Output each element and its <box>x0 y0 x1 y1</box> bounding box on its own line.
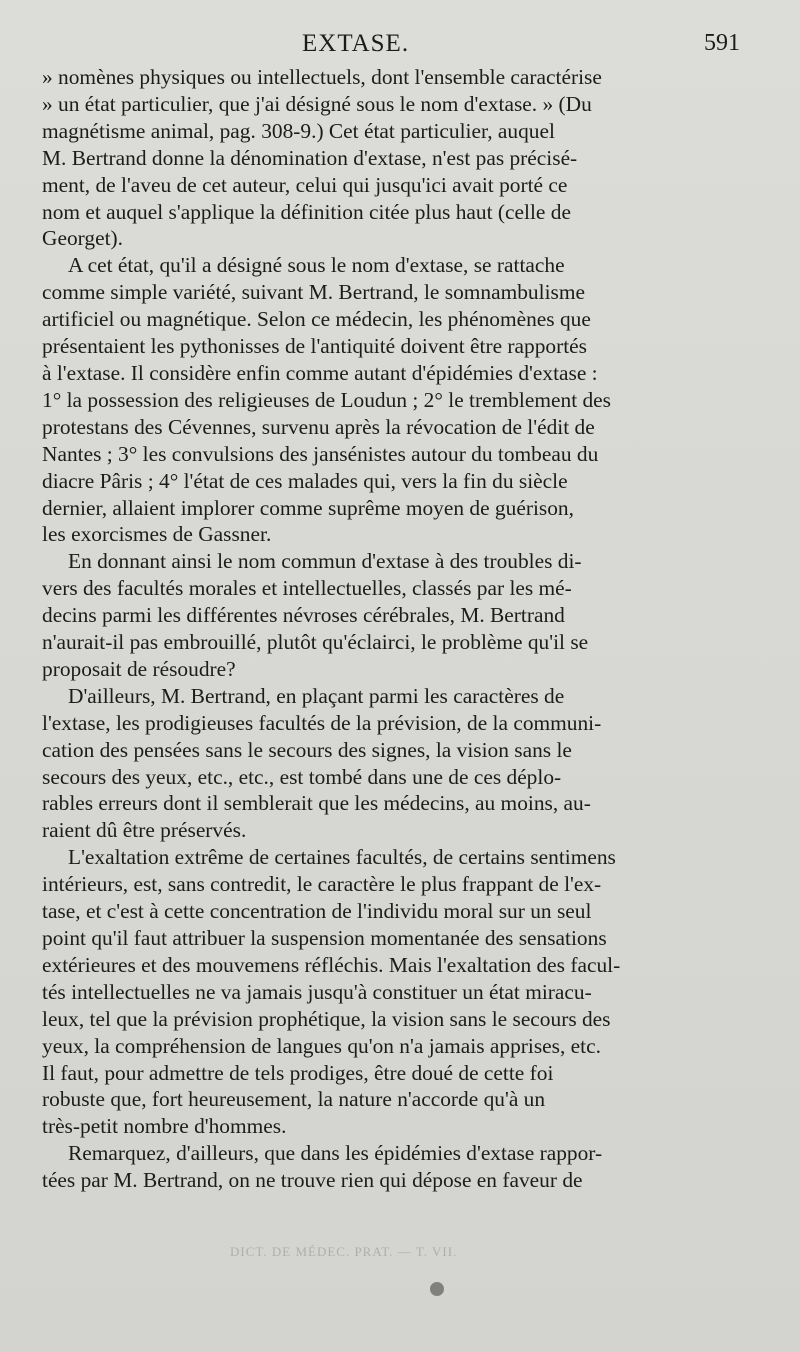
text-line: tées par M. Bertrand, on ne trouve rien qui dépose en faveur de <box>42 1168 583 1193</box>
text-line: yeux, la compréhension de langues qu'on n'a jamais apprises, etc. <box>42 1033 601 1058</box>
text-line: n'aurait-il pas embrouillé, plutôt qu'éclairci, le problème qu'il se <box>42 630 589 655</box>
text-line: tase, et c'est à cette concentration de l'individu moral sur un seul <box>42 899 592 924</box>
text-line: nom et auquel s'applique la définition citée plus haut (celle de <box>42 199 571 224</box>
text-line: Il faut, pour admettre de tels prodiges, être doué de cette foi <box>42 1060 554 1085</box>
text-line: » nomènes physiques ou intellectuels, dont l'ensemble caractérise <box>42 65 602 89</box>
text-line: tés intellectuelles ne va jamais jusqu'à constituer un état miracu- <box>42 979 592 1004</box>
text-line: » un état particulier, que j'ai désigné sous le nom d'extase. » (Du <box>42 91 592 116</box>
text-line: decins parmi les différentes névroses cérébrales, M. Bertrand <box>42 603 565 628</box>
text-line: l'extase, les prodigieuses facultés de la prévision, de la communi- <box>42 710 602 735</box>
text-line: très-petit nombre d'hommes. <box>42 1114 287 1139</box>
text-line: dernier, allaient implorer comme suprême moyen de guérison, <box>42 495 574 520</box>
text-line: secours des yeux, etc., etc., est tombé dans une de ces déplo- <box>42 764 562 789</box>
text-line: présentaient les pythonisses de l'antiquité doivent être rapportés <box>42 334 588 359</box>
text-line: diacre Pâris ; 4° l'état de ces malades qui, vers la fin du siècle <box>42 468 568 493</box>
text-line: extérieures et des mouvemens réfléchis. Mais l'exaltation des facul- <box>42 952 621 977</box>
text-line: raient dû être préservés. <box>42 818 247 843</box>
running-head <box>40 30 740 64</box>
text-line: comme simple variété, suivant M. Bertrand, le somnambulisme <box>42 280 585 305</box>
page-title: EXTASE. <box>302 30 410 57</box>
text-line: Nantes ; 3° les convulsions des jansénistes autour du tombeau du <box>42 441 599 466</box>
text-line: 1° la possession des religieuses de Loudun ; 2° le tremblement des <box>42 387 611 412</box>
text-line: point qu'il faut attribuer la suspension momentanée des sensations <box>42 926 607 950</box>
text-line: artificiel ou magnétique. Selon ce médecin, les phénomènes que <box>42 307 591 332</box>
text-line: leux, tel que la prévision prophétique, la vision sans le secours des <box>42 1006 611 1031</box>
text-line: ment, de l'aveu de cet auteur, celui qui jusqu'ici avait porté ce <box>42 172 568 197</box>
text-line: Georget). <box>42 226 123 251</box>
text-line: à l'extase. Il considère enfin comme autant d'épidémies d'extase : <box>42 360 598 385</box>
text-line: cation des pensées sans le secours des signes, la vision sans le <box>42 737 572 762</box>
text-line: M. Bertrand donne la dénomination d'extase, n'est pas précisé- <box>42 145 578 170</box>
page-number: 591 <box>704 30 740 56</box>
text-line: les exorcismes de Gassner. <box>42 522 272 547</box>
text-line: vers des facultés morales et intellectuelles, classés par les mé- <box>42 576 572 601</box>
text-line: intérieurs, est, sans contredit, le caractère le plus frappant de l'ex- <box>42 872 602 897</box>
text-line: D'ailleurs, M. Bertrand, en plaçant parmi les caractères de <box>68 683 565 708</box>
text-line: protestans des Cévennes, survenu après la révocation de l'édit de <box>42 414 595 439</box>
signature-mark: DICT. DE MÉDEC. PRAT. — T. VII. <box>230 1244 458 1259</box>
text-line: proposait de résoudre? <box>42 656 236 681</box>
text-line: Remarquez, d'ailleurs, que dans les épidémies d'extase rappor- <box>68 1141 603 1166</box>
text-line: A cet état, qu'il a désigné sous le nom d'extase, se rattache <box>68 253 565 278</box>
ink-smudge <box>430 1282 444 1296</box>
text-line: En donnant ainsi le nom commun d'extase à des troubles di- <box>68 549 582 574</box>
text-line: L'exaltation extrême de certaines facultés, de certains sentimens <box>68 845 616 870</box>
text-line: robuste que, fort heureusement, la nature n'accorde qu'à un <box>42 1087 546 1112</box>
text-line: magnétisme animal, pag. 308-9.) Cet état particulier, auquel <box>42 118 555 143</box>
text-line: rables erreurs dont il semblerait que les médecins, au moins, au- <box>42 791 591 816</box>
body-text <box>42 64 694 1194</box>
